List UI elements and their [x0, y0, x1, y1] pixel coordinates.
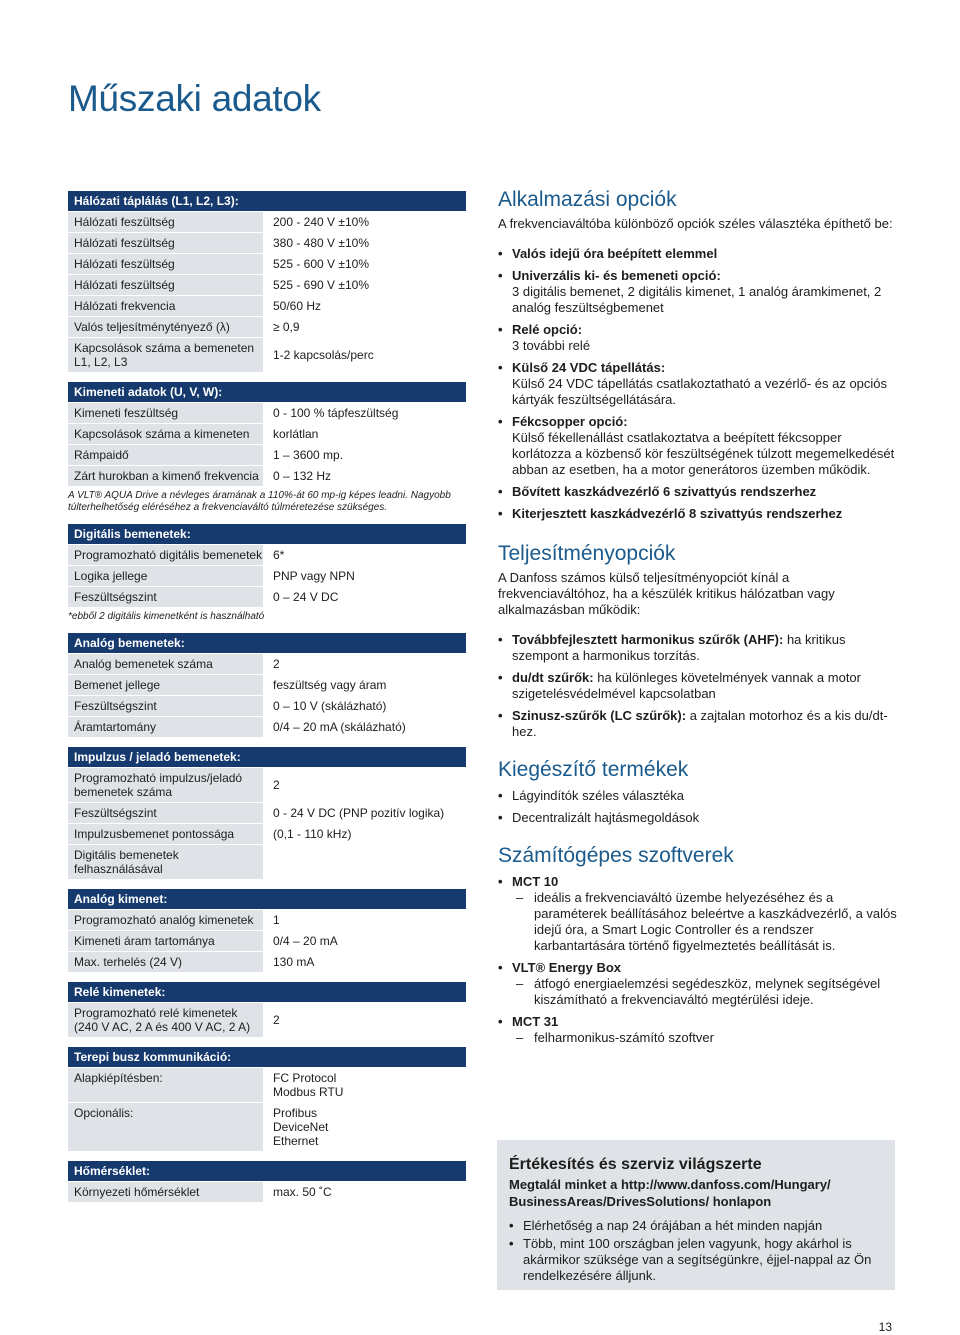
spec-value: 1-2 kapcsolás/perc — [273, 348, 374, 362]
spec-label: Hálózati frekvencia — [68, 296, 263, 316]
spec-value: 0/4 – 20 mA — [273, 934, 338, 948]
spec-label: Programozható analóg kimenetek — [68, 910, 263, 930]
spec-label: Opcionális: — [68, 1103, 263, 1151]
spec-section-heading: Relé kimenetek: — [68, 982, 466, 1002]
app-option-item — [498, 360, 898, 408]
spec-value: 1 — [273, 913, 280, 927]
app-option-desc: Külső 24 VDC tápellátás csatlakoztatható a vezérlő- és az opciós kártyák feszültségellátására. — [512, 376, 888, 407]
spec-label: Programozható relé kimenetek (240 V AC, 2 A és 400 V AC, 2 A) — [68, 1003, 263, 1037]
service-item: • Elérhetőség a nap 24 órájában a hét minden napján — [509, 1218, 883, 1234]
spec-value: FC Protocol Modbus RTU — [273, 1071, 344, 1099]
spec-row — [68, 1103, 466, 1151]
spec-row — [68, 824, 466, 844]
spec-label: Feszültségszint — [68, 803, 263, 823]
spec-value: 0/4 – 20 mA (skálázható) — [273, 720, 406, 734]
app-option-name: • Külső 24 VDC tápellátás: — [512, 360, 666, 375]
spec-note: *ebből 2 digitális kimenetként is használható — [68, 611, 265, 622]
app-option-desc: 3 digitális bemenet, 2 digitális kimenet, 1 analóg áramkimenet, 2 analóg feszültségbemenet — [512, 284, 882, 315]
spec-section-s5 — [68, 747, 466, 879]
spec-value: ≥ 0,9 — [273, 320, 300, 334]
spec-label: Valós teljesítménytényező (λ) — [68, 317, 263, 337]
spec-value: 0 – 132 Hz — [273, 469, 332, 483]
page-number: 13 — [878, 1320, 892, 1334]
sales-service-box — [497, 1140, 895, 1290]
spec-section-s2 — [68, 382, 466, 514]
perf-option-desc: ha különleges követelmények vannak a motor szigetelésvédelmével kapcsolatban — [512, 670, 861, 701]
app-option-item — [498, 484, 898, 500]
spec-row — [68, 931, 466, 951]
spec-label: Logika jellege — [68, 566, 263, 586]
spec-label: Programozható digitális bemenetek — [68, 545, 263, 565]
options-column — [498, 188, 898, 1052]
app-options-title: Alkalmazási opciók — [498, 188, 677, 211]
spec-section-heading: Analóg bemenetek: — [68, 633, 466, 653]
spec-value: 2 — [273, 657, 280, 671]
spec-row — [68, 566, 466, 586]
spec-label: Kapcsolások száma a kimeneten — [68, 424, 263, 444]
spec-section-s6 — [68, 889, 466, 972]
accessories-list — [498, 788, 898, 826]
spec-row — [68, 910, 466, 930]
spec-row — [68, 233, 466, 253]
sales-service-list — [509, 1218, 883, 1284]
spec-label: Zárt hurokban a kimenő frekvencia — [68, 466, 263, 486]
spec-label: Feszültségszint — [68, 696, 263, 716]
spec-label: Programozható impulzus/jeladó bemenetek száma — [68, 768, 263, 802]
app-option-item — [498, 506, 898, 522]
spec-value: feszültség vagy áram — [273, 678, 387, 692]
spec-row — [68, 654, 466, 674]
software-title: Számítógépes szoftverek — [498, 844, 734, 867]
spec-value: 6* — [273, 548, 285, 562]
spec-row — [68, 275, 466, 295]
spec-row — [68, 545, 466, 565]
spec-label: Hálózati feszültség — [68, 233, 263, 253]
software-item — [498, 960, 898, 1008]
service-item: • Több, mint 100 országban jelen vagyunk, hogy akárhol is akármikor szüksége van a segítségünkre, éjjel-nappal az Ön rendelkezésére álljunk. — [509, 1236, 883, 1284]
app-options-list — [498, 246, 898, 522]
app-option-name: • Univerzális ki- és bemeneti opció: — [512, 268, 721, 283]
spec-value: 200 - 240 V ±10% — [273, 215, 369, 229]
spec-value: 0 - 24 V DC (PNP pozitív logika) — [273, 806, 445, 820]
spec-section-heading: Impulzus / jeladó bemenetek: — [68, 747, 466, 767]
spec-value: 0 - 100 % tápfeszültség — [273, 406, 399, 420]
spec-row — [68, 952, 466, 972]
perf-option-desc: ha kritikus szempont a harmonikus torzítás. — [512, 632, 846, 663]
spec-row — [68, 424, 466, 444]
spec-row — [68, 587, 466, 607]
spec-section-heading: Terepi busz kommunikáció: — [68, 1047, 466, 1067]
spec-value: max. 50 ˚C — [273, 1185, 332, 1199]
spec-row — [68, 675, 466, 695]
spec-section-s9 — [68, 1161, 466, 1202]
app-option-item — [498, 414, 898, 478]
spec-section-s7 — [68, 982, 466, 1037]
spec-row — [68, 1182, 466, 1202]
software-list — [498, 874, 898, 1046]
spec-row — [68, 212, 466, 232]
software-item — [498, 1014, 898, 1046]
spec-section-heading: Digitális bemenetek: — [68, 524, 466, 544]
spec-value: (0,1 - 110 kHz) — [273, 827, 352, 841]
spec-section-heading: Analóg kimenet: — [68, 889, 466, 909]
perf-option-item — [498, 670, 898, 702]
spec-value: 525 - 600 V ±10% — [273, 257, 369, 271]
perf-option-item — [498, 708, 898, 740]
spec-label: Digitális bemenetek felhasználásával — [68, 845, 263, 879]
spec-value: 0 – 24 V DC — [273, 590, 339, 604]
spec-row — [68, 1068, 466, 1102]
spec-row — [68, 466, 466, 486]
perf-options-intro: A Danfoss számos külső teljesítményopciót kínál a frekvenciaváltóhoz, ha a készülék kritikus hálózatban vagy alkalmazásban működik: — [498, 570, 835, 617]
software-desc: – átfogó energiaelemzési segédeszköz, melynek segítségével kiszámítható a frekvenciaváltó megtérülési ideje. — [512, 976, 898, 1008]
app-option-name: • Relé opció: — [512, 322, 583, 337]
app-option-item — [498, 246, 898, 262]
spec-label: Rámpaidő — [68, 445, 263, 465]
accessories-title: Kiegészítő termékek — [498, 758, 689, 781]
app-option-name: • Fékcsopper opció: — [512, 414, 628, 429]
spec-value — [263, 845, 466, 879]
spec-row — [68, 845, 466, 879]
perf-options-list — [498, 632, 898, 740]
sales-service-title: Értékesítés és szerviz világszerte — [509, 1156, 762, 1173]
spec-value: 380 - 480 V ±10% — [273, 236, 369, 250]
spec-row — [68, 717, 466, 737]
spec-label: Hálózati feszültség — [68, 275, 263, 295]
spec-row — [68, 317, 466, 337]
app-options-intro: A frekvenciaváltóba különböző opciók széles választéka építhető be: — [498, 216, 893, 231]
spec-value: 2 — [273, 1013, 280, 1027]
spec-label: Feszültségszint — [68, 587, 263, 607]
spec-note: A VLT® AQUA Drive a névleges áramának a 110%-át 60 mp-ig képes leadni. Nagyobb túlterhelhetőség eléréséhez a frekvenciaváltó túlméretezése szükséges. — [68, 490, 451, 513]
spec-value: PNP vagy NPN — [273, 569, 355, 583]
app-option-name: • Valós idejű óra beépített elemmel — [512, 246, 718, 261]
sales-service-link[interactable]: Megtalál minket a http://www.danfoss.com/Hungary/ BusinessAreas/DrivesSolutions/ honlapon — [509, 1177, 831, 1209]
spec-row — [68, 445, 466, 465]
app-option-item — [498, 322, 898, 354]
perf-option-desc: a zajtalan motorhoz és a kis du/dt-hez. — [512, 708, 888, 739]
accessory-item: • Lágyindítók széles választéka — [498, 788, 898, 804]
spec-value: Profibus DeviceNet Ethernet — [273, 1106, 329, 1148]
spec-value: 2 — [273, 778, 280, 792]
spec-row — [68, 803, 466, 823]
spec-label: Kapcsolások száma a bemeneten L1, L2, L3 — [68, 338, 263, 372]
software-name: • MCT 31 — [512, 1014, 559, 1029]
page-title: Műszaki adatok — [68, 78, 321, 119]
spec-label: Áramtartomány — [68, 717, 263, 737]
software-name: • VLT® Energy Box — [512, 960, 622, 975]
spec-section-s1 — [68, 191, 466, 372]
spec-label: Analóg bemenetek száma — [68, 654, 263, 674]
spec-row — [68, 296, 466, 316]
spec-row — [68, 338, 466, 372]
spec-row — [68, 403, 466, 423]
spec-label: Impulzusbemenet pontossága — [68, 824, 263, 844]
accessory-item: • Decentralizált hajtásmegoldások — [498, 810, 898, 826]
perf-option-name: Továbbfejlesztett harmonikus szűrők (AHF): — [512, 632, 784, 647]
spec-value: 130 mA — [273, 955, 315, 969]
spec-row — [68, 768, 466, 802]
spec-section-s4 — [68, 633, 466, 737]
software-desc: – ideális a frekvenciaváltó üzembe helyezéséhez és a paraméterek beállításához beleértve a kaszkádvezérlő, a valós idejű óra, a Smart Logic Controller és a rendszer karbantartására történő figyelmeztetés beállítását is. — [512, 890, 898, 954]
spec-label: Kimeneti áram tartománya — [68, 931, 263, 951]
spec-section-s3 — [68, 524, 466, 623]
perf-option-item — [498, 632, 898, 664]
spec-row — [68, 696, 466, 716]
spec-value: 50/60 Hz — [273, 299, 322, 313]
spec-section-heading: Hőmérséklet: — [68, 1161, 466, 1181]
spec-section-s8 — [68, 1047, 466, 1151]
spec-value: 1 – 3600 mp. — [273, 448, 344, 462]
spec-row — [68, 254, 466, 274]
spec-value: korlátlan — [273, 427, 319, 441]
perf-options-title: Teljesítményopciók — [498, 542, 676, 565]
software-name: • MCT 10 — [512, 874, 559, 889]
perf-option-name: Szinusz-szűrők (LC szűrők): — [512, 708, 687, 723]
spec-row — [68, 1003, 466, 1037]
spec-label: Max. terhelés (24 V) — [68, 952, 263, 972]
software-desc: – felharmonikus-számító szoftver — [512, 1030, 898, 1046]
technical-data-column — [68, 191, 466, 1212]
spec-label: Hálózati feszültség — [68, 254, 263, 274]
spec-label: Alapkiépítésben: — [68, 1068, 263, 1102]
spec-value: 525 - 690 V ±10% — [273, 278, 369, 292]
spec-label: Kimeneti feszültség — [68, 403, 263, 423]
software-item — [498, 874, 898, 954]
app-option-item — [498, 268, 898, 316]
spec-label: Hálózati feszültség — [68, 212, 263, 232]
app-option-desc: 3 további relé — [512, 338, 591, 353]
spec-label: Bemenet jellege — [68, 675, 263, 695]
spec-value: 0 – 10 V (skálázható) — [273, 699, 387, 713]
app-option-desc: Külső fékellenállást csatlakoztatva a beépített fékcsopper korlátozza a közbenső kör feszültségének túlzott megemelkedését abban az esetben, ha a motor generátoros üzemben működik. — [512, 430, 895, 477]
app-option-name: • Bővített kaszkádvezérlő 6 szivattyús rendszerhez — [512, 484, 817, 499]
spec-label: Környezeti hőmérséklet — [68, 1182, 263, 1202]
spec-section-heading: Kimeneti adatok (U, V, W): — [68, 382, 466, 402]
spec-section-heading: Hálózati táplálás (L1, L2, L3): — [68, 191, 466, 211]
app-option-name: • Kiterjesztett kaszkádvezérlő 8 szivattyús rendszerhez — [512, 506, 843, 521]
perf-option-name: du/dt szűrők: — [512, 670, 594, 685]
